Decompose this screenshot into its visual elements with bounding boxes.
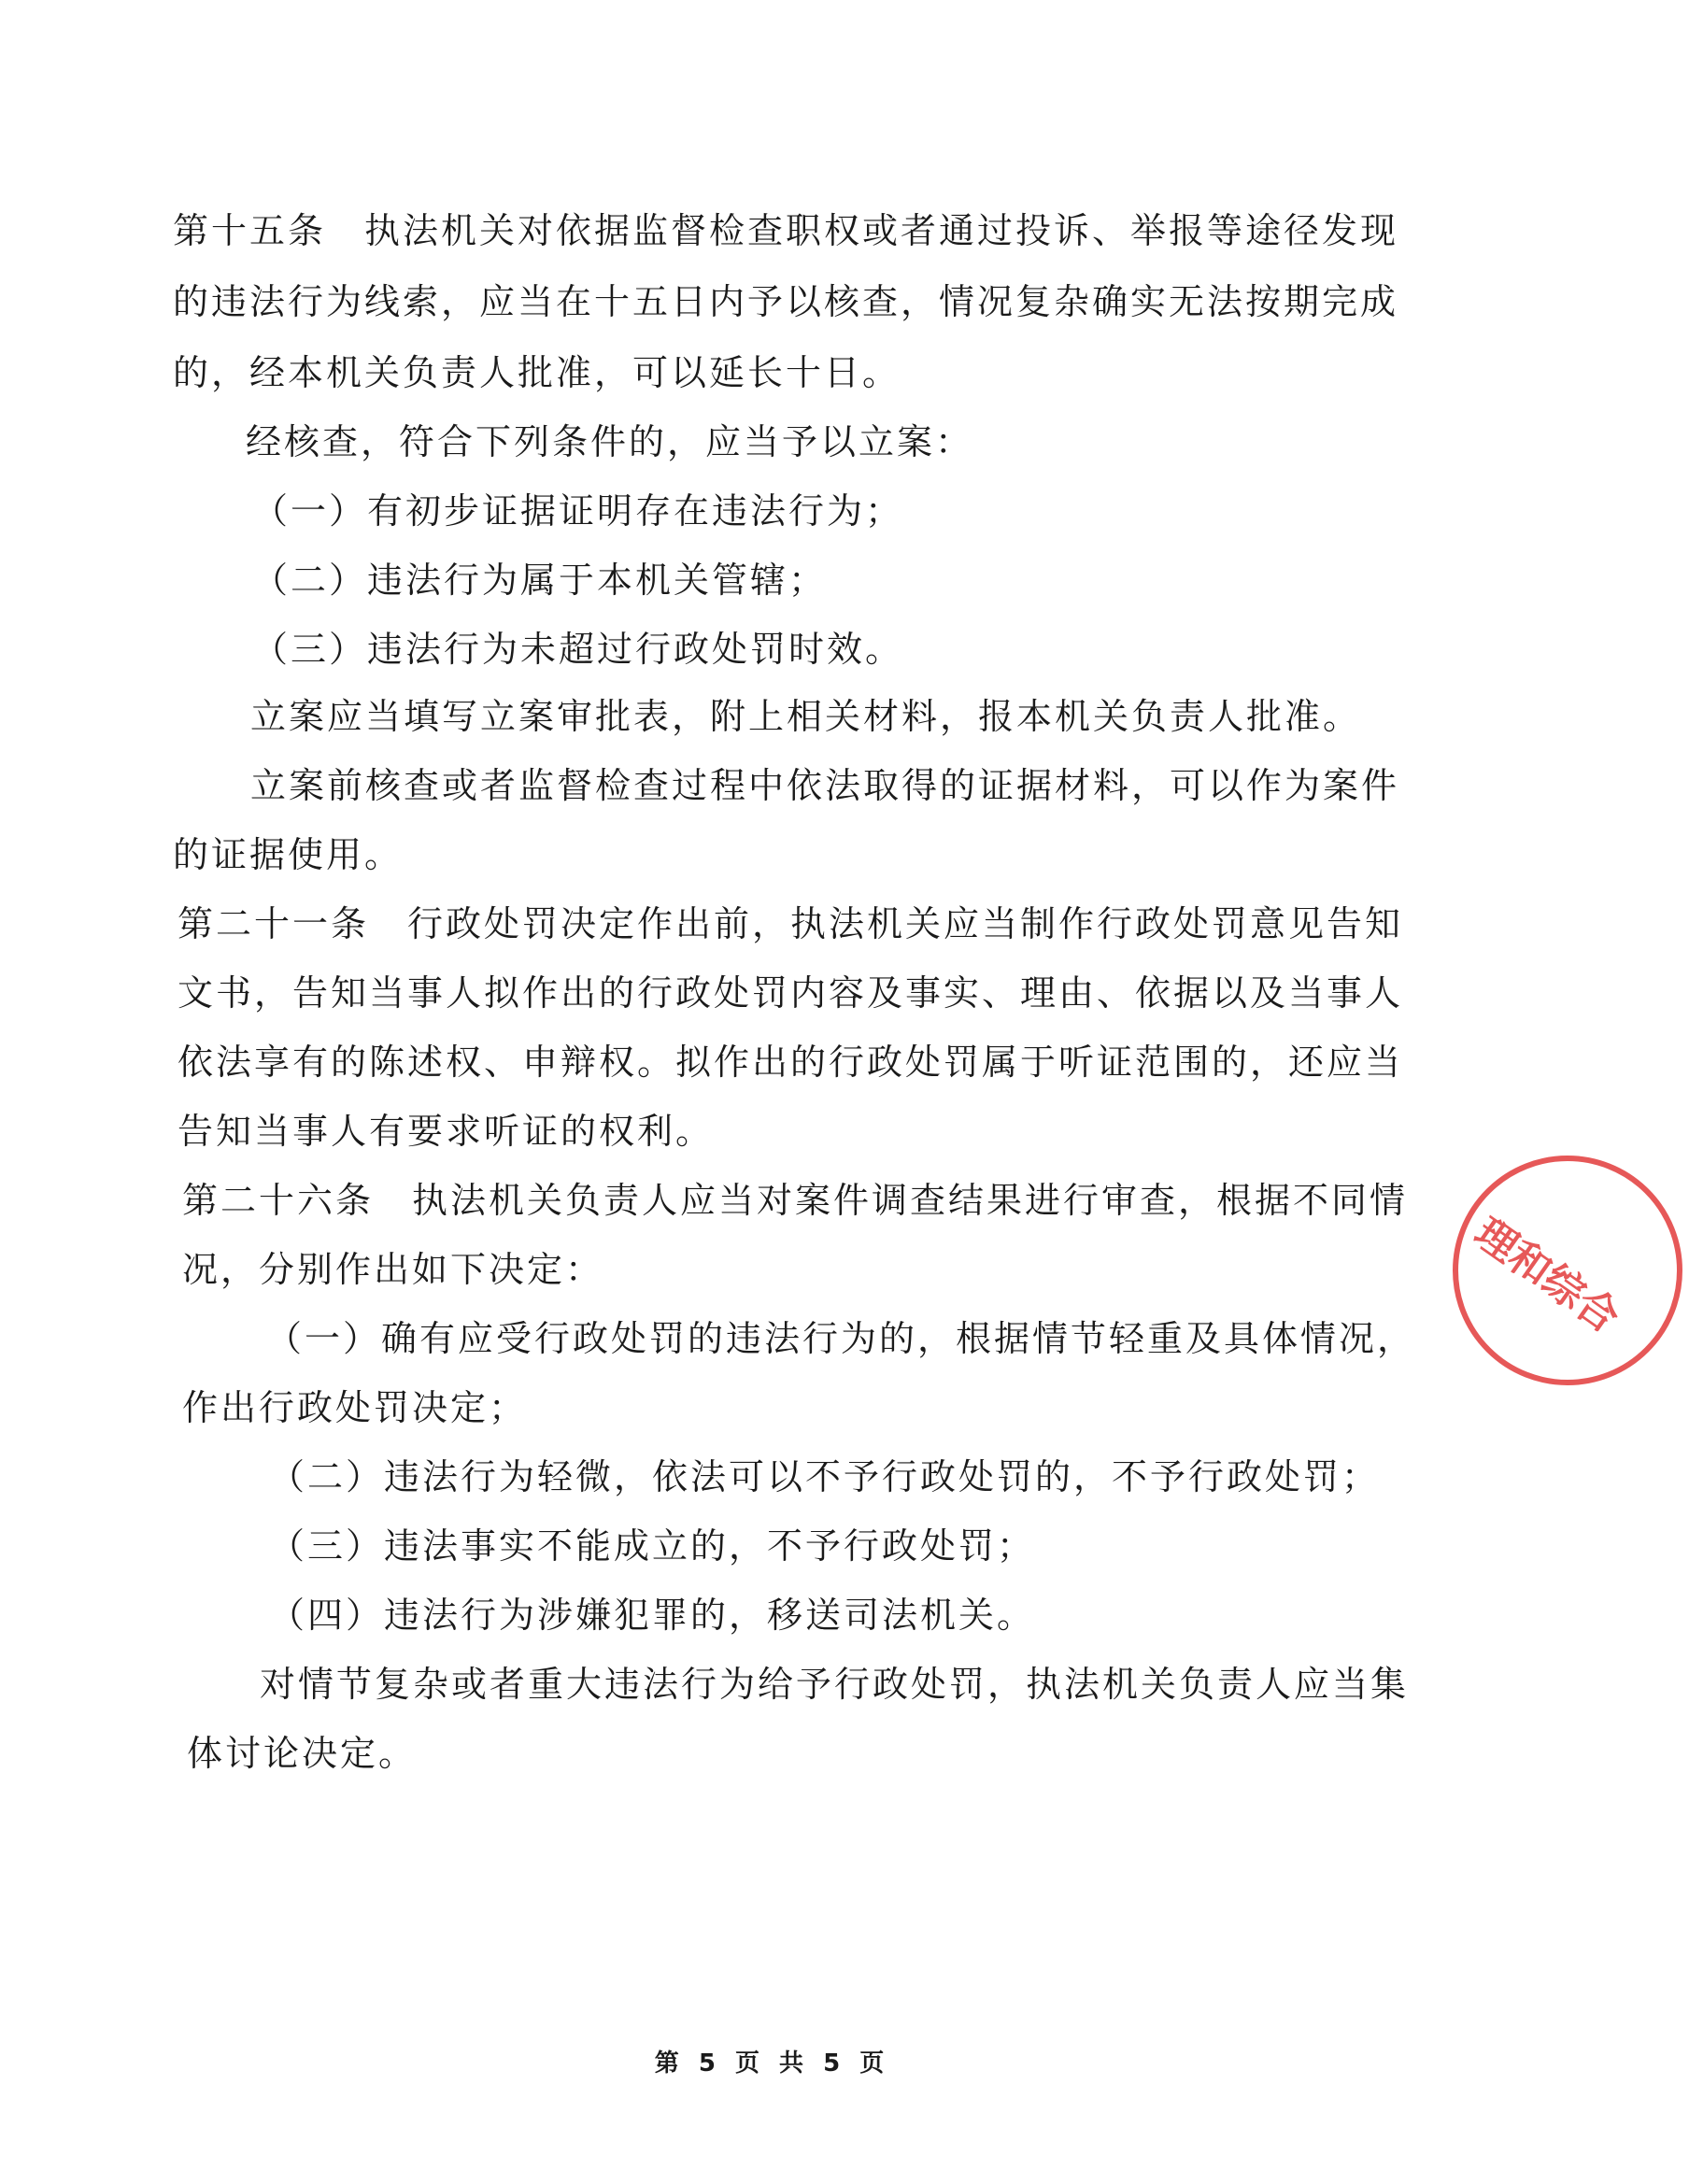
condition-2: （二）违法行为属于本机关管辖； bbox=[252, 560, 828, 601]
collective-discussion-line-2: 体讨论决定。 bbox=[187, 1733, 418, 1774]
article-21-line-2: 文书，告知当事人拟作出的行政处罚内容及事实、理由、依据以及当事人 bbox=[177, 972, 1404, 1014]
decision-3: （三）违法事实不能成立的，不予行政处罚； bbox=[269, 1525, 1036, 1567]
article-21-line-1: 第二十一条 行政处罚决定作出前，执法机关应当制作行政处罚意见告知 bbox=[177, 903, 1404, 944]
decision-4: （四）违法行为涉嫌犯罪的，移送司法机关。 bbox=[269, 1595, 1036, 1636]
article-21-line-4: 告知当事人有要求听证的权利。 bbox=[177, 1111, 715, 1152]
article-26-line-1: 第二十六条 执法机关负责人应当对案件调查结果进行审查，根据不同情 bbox=[182, 1180, 1409, 1221]
article-21-line-3: 依法享有的陈述权、申辩权。拟作出的行政处罚属于听证范围的，还应当 bbox=[177, 1042, 1404, 1083]
paragraph-evidence-line-2: 的证据使用。 bbox=[173, 834, 404, 875]
article-26-line-2: 况，分别作出如下决定： bbox=[182, 1249, 604, 1290]
decision-1-line-2: 作出行政处罚决定； bbox=[182, 1387, 528, 1428]
decision-1-line-1: （一）确有应受行政处罚的违法行为的，根据情节轻重及具体情况， bbox=[266, 1318, 1416, 1359]
article-15-line-2: 的违法行为线索，应当在十五日内予以核查，情况复杂确实无法按期完成 bbox=[173, 281, 1399, 322]
official-seal-stamp bbox=[1446, 1149, 1689, 1392]
collective-discussion-line-1: 对情节复杂或者重大违法行为给予行政处罚，执法机关负责人应当集 bbox=[260, 1664, 1410, 1705]
decision-2: （二）违法行为轻微，依法可以不予行政处罚的，不予行政处罚； bbox=[269, 1456, 1381, 1497]
condition-1: （一）有初步证据证明存在违法行为； bbox=[252, 490, 904, 532]
paragraph-filing: 立案应当填写立案审批表，附上相关材料，报本机关负责人批准。 bbox=[250, 696, 1362, 737]
paragraph-verification: 经核查，符合下列条件的，应当予以立案： bbox=[246, 421, 974, 462]
condition-3: （三）违法行为未超过行政处罚时效。 bbox=[252, 629, 904, 670]
seal-icon bbox=[1455, 1158, 1680, 1383]
article-15-line-1: 第十五条 执法机关对依据监督检查职权或者通过投诉、举报等途径发现 bbox=[173, 210, 1399, 251]
article-15-line-3: 的，经本机关负责人批准，可以延长十日。 bbox=[173, 352, 901, 393]
svg-text:理和综合: 理和综合 bbox=[1465, 1209, 1628, 1343]
paragraph-evidence-line-1: 立案前核查或者监督检查过程中依法取得的证据材料，可以作为案件 bbox=[250, 765, 1400, 806]
page-number: 第 5 页 共 5 页 bbox=[654, 2049, 890, 2078]
